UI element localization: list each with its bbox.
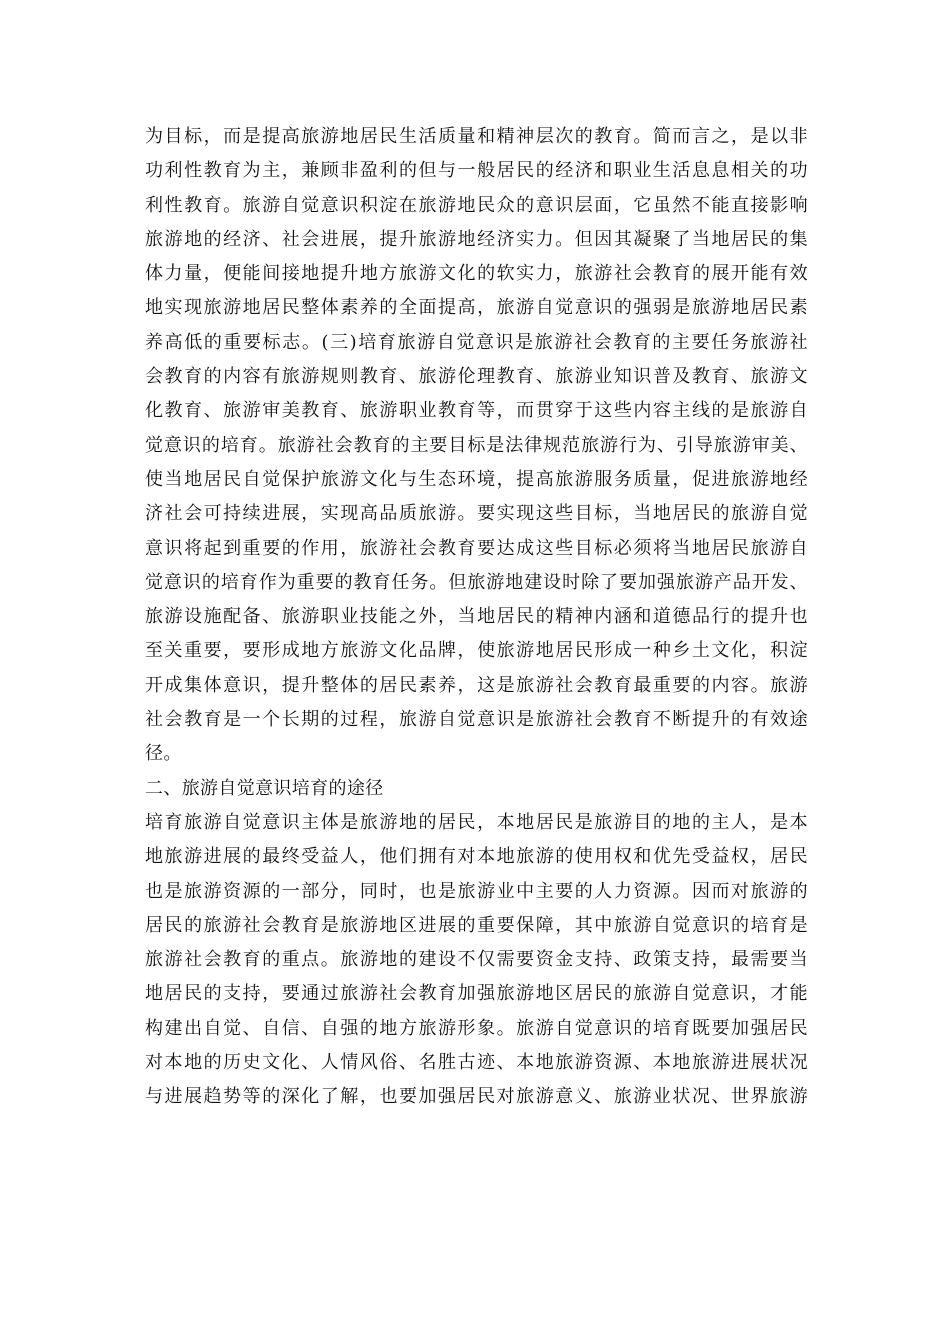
- text-line: 地居民的支持，要通过旅游社会教育加强旅游地区居民的旅游自觉意识，才能: [145, 983, 808, 1005]
- text-line: 地实现旅游地居民整体素养的全面提高，旅游自觉意识的强弱是旅游地居民素: [145, 297, 808, 319]
- document-page: [145, 120, 808, 1115]
- text-line: 开成集体意识，提升整体的居民素养，这是旅游社会教育最重要的内容。旅游: [145, 674, 808, 696]
- text-line: 旅游社会教育的重点。旅游地的建设不仅需要资金支持、政策支持，最需要当: [145, 949, 808, 971]
- text-line: 也是旅游资源的一部分，同时，也是旅游业中主要的人力资源。因而对旅游的: [145, 880, 808, 902]
- section-heading: 二、旅游自觉意识培育的途径: [145, 777, 384, 799]
- text-line: 意识将起到重要的作用，旅游社会教育要达成这些目标必须将当地居民旅游自: [145, 537, 808, 559]
- text-line: 居民的旅游社会教育是旅游地区进展的重要保障，其中旅游自觉意识的培育是: [145, 914, 808, 936]
- text-line: 化教育、旅游审美教育、旅游职业教育等，而贯穿于这些内容主线的是旅游自: [145, 400, 808, 422]
- text-line: 功利性教育为主，兼顾非盈利的但与一般居民的经济和职业生活息息相关的功: [145, 160, 808, 182]
- text-line: 至关重要，要形成地方旅游文化品牌，使旅游地居民形成一种乡土文化，积淀: [145, 640, 808, 662]
- text-line: 觉意识的培育作为重要的教育任务。但旅游地建设时除了要加强旅游产品开发、: [145, 571, 808, 593]
- text-line: 旅游设施配备、旅游职业技能之外，当地居民的精神内涵和道德品行的提升也: [145, 606, 808, 628]
- text-line: 旅游地的经济、社会进展，提升旅游地经济实力。但因其凝聚了当地居民的集: [145, 228, 808, 250]
- text-line: 培育旅游自觉意识主体是旅游地的居民，本地居民是旅游目的地的主人，是本: [145, 811, 808, 833]
- text-line: 济社会可持续进展，实现高品质旅游。要实现这些目标，当地居民的旅游自觉: [145, 503, 808, 525]
- text-line: 为目标，而是提高旅游地居民生活质量和精神层次的教育。简而言之，是以非: [145, 126, 808, 147]
- text-line: 养高低的重要标志。(三)培育旅游自觉意识是旅游社会教育的主要任务旅游社: [145, 331, 808, 353]
- text-line: 体力量，便能间接地提升地方旅游文化的软实力，旅游社会教育的展开能有效: [145, 263, 808, 285]
- text-line: 与进展趋势等的深化了解，也要加强居民对旅游意义、旅游业状况、世界旅游: [145, 1086, 808, 1108]
- text-line: 地旅游进展的最终受益人，他们拥有对本地旅游的使用权和优先受益权，居民: [145, 846, 808, 868]
- text-line: 社会教育是一个长期的过程，旅游自觉意识是旅游社会教育不断提升的有效途: [145, 709, 808, 731]
- text-line: 会教育的内容有旅游规则教育、旅游伦理教育、旅游业知识普及教育、旅游文: [145, 366, 808, 388]
- text-line: 觉意识的培育。旅游社会教育的主要目标是法律规范旅游行为、引导旅游审美、: [145, 434, 808, 456]
- text-line: 对本地的历史文化、人情风俗、名胜古迹、本地旅游资源、本地旅游进展状况: [145, 1052, 808, 1074]
- text-line-end: 径。: [145, 743, 182, 765]
- text-line: 构建出自觉、自信、自强的地方旅游形象。旅游自觉意识的培育既要加强居民: [145, 1017, 808, 1039]
- text-line: 利性教育。旅游自觉意识积淀在旅游地民众的意识层面，它虽然不能直接影响: [145, 194, 808, 216]
- text-line: 使当地居民自觉保护旅游文化与生态环境，提高旅游服务质量，促进旅游地经: [145, 468, 808, 490]
